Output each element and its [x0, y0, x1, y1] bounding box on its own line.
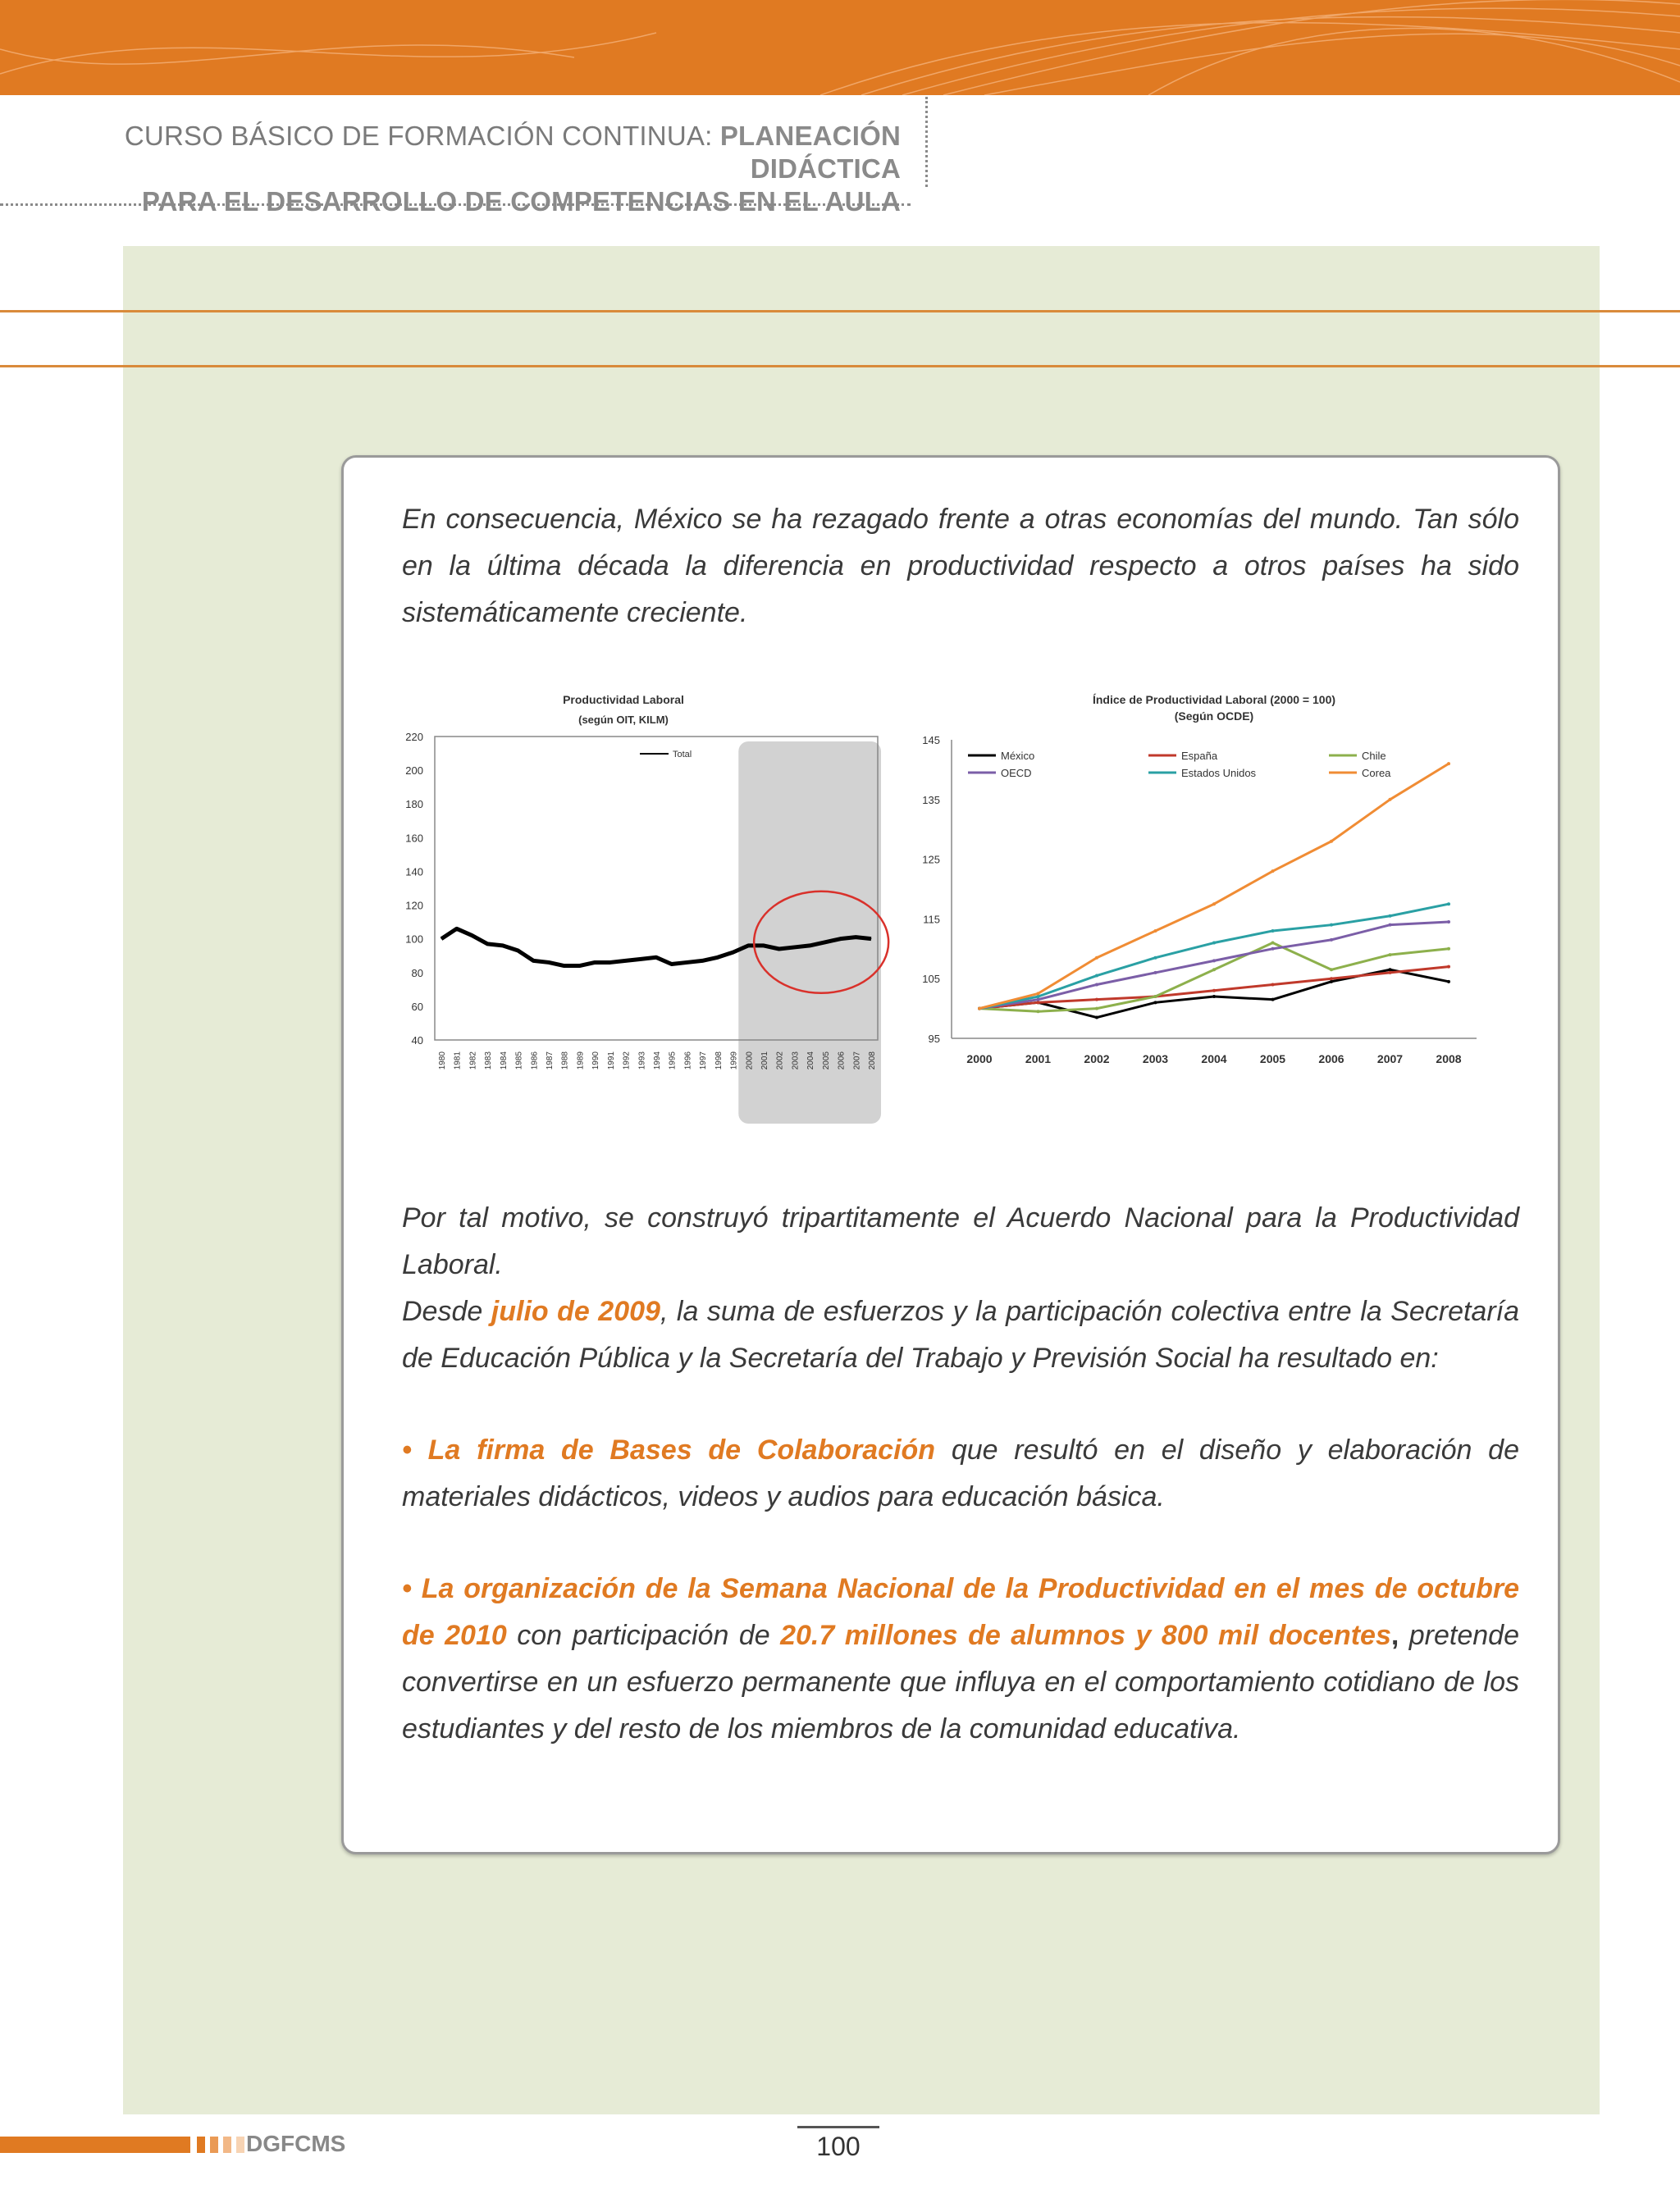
data-point — [1154, 971, 1157, 974]
data-point — [794, 946, 795, 947]
x-tick-label: 1995 — [668, 1051, 678, 1070]
data-point — [671, 964, 672, 965]
data-point — [609, 962, 610, 963]
data-point — [1447, 980, 1450, 983]
y-tick-label: 160 — [405, 832, 423, 845]
y-tick-label: 60 — [411, 1000, 423, 1013]
data-point — [1154, 995, 1157, 998]
data-point — [871, 938, 872, 939]
x-tick-label: 2008 — [868, 1051, 877, 1070]
bullet1-text: que resultó en el diseño y elaboración de materiales didácticos, videos y audios para educación básica. — [402, 1434, 1519, 1512]
data-point — [487, 943, 488, 944]
page-number: 100 — [797, 2126, 879, 2162]
x-tick-label: 2005 — [821, 1051, 831, 1070]
legend-label-total: Total — [673, 750, 692, 759]
data-point — [717, 957, 718, 958]
x-tick-label: 1997 — [699, 1051, 709, 1070]
header-line1-bold: PLANEACIÓN DIDÁCTICA — [719, 121, 901, 184]
data-point — [1389, 914, 1392, 918]
data-point — [579, 965, 580, 966]
bullet-bases — [402, 1427, 1519, 1521]
data-point — [764, 945, 765, 946]
y-tick-label: 125 — [922, 853, 940, 866]
orange-rule-bottom — [0, 365, 1680, 367]
chart1-title: Productividad Laboral — [563, 693, 684, 706]
data-point — [1447, 902, 1450, 905]
data-point — [1271, 947, 1275, 951]
x-tick-label: 2007 — [852, 1051, 862, 1070]
x-tick-label: 2001 — [760, 1051, 769, 1070]
x-tick-label: 1989 — [576, 1051, 586, 1070]
data-point — [1095, 1016, 1098, 1019]
data-point — [1095, 998, 1098, 1001]
x-tick-label: 2004 — [1201, 1052, 1227, 1065]
x-tick-label: 2003 — [791, 1051, 801, 1070]
x-tick-label: 1993 — [637, 1051, 647, 1070]
x-tick-label: 1994 — [653, 1051, 662, 1070]
series-line-estados-unidos — [979, 904, 1449, 1008]
data-point — [1330, 977, 1333, 980]
data-point — [1330, 980, 1333, 983]
data-point — [1037, 998, 1040, 1001]
p3-highlight: julio de 2009 — [491, 1296, 660, 1327]
header-line2-bold: PARA EL DESARROLLO DE COMPETENCIAS EN EL AULA — [141, 186, 901, 217]
data-point — [1389, 798, 1392, 801]
x-tick-label: 1990 — [591, 1051, 601, 1070]
bullet2-comma: , — [1390, 1620, 1399, 1651]
bullet-semana — [402, 1566, 1519, 1753]
data-point — [1154, 956, 1157, 960]
data-point — [748, 945, 749, 946]
data-point — [1330, 840, 1333, 843]
x-tick-label: 1980 — [438, 1051, 447, 1070]
data-point — [1095, 956, 1098, 960]
legend-label: Chile — [1362, 750, 1386, 762]
indice-productividad-chart — [894, 689, 1501, 1074]
y-tick-label: 100 — [405, 933, 423, 946]
data-point — [1271, 942, 1275, 945]
y-tick-label: 105 — [922, 973, 940, 986]
legend-label: España — [1181, 750, 1218, 762]
bullet2-highlight-2: 20.7 millones de alumnos y 800 mil docentes — [780, 1620, 1391, 1651]
data-point — [502, 945, 503, 946]
paragraph-desde — [402, 1288, 1519, 1382]
header-band — [0, 0, 1680, 95]
footer-bar-main — [0, 2137, 190, 2153]
header-line1-plain: CURSO BÁSICO DE FORMACIÓN CONTINUA: — [124, 121, 720, 151]
p3-end: , la suma de esfuerzos y la participación colectiva entre la Secretaría de Educación Pública y la Secretaría del Trabajo y Previsión Social ha resultado en: — [402, 1296, 1520, 1374]
data-point — [1154, 1001, 1157, 1004]
footer-bar-1 — [197, 2137, 205, 2153]
bullet2-end: pretende convertirse en un esfuerzo permanente que influya en el comportamiento cotidiano de los estudiantes y del resto de los miembros de la comunidad educativa. — [402, 1620, 1519, 1745]
x-tick-label: 2007 — [1376, 1052, 1404, 1065]
data-point — [1271, 983, 1275, 986]
data-point — [1212, 902, 1216, 905]
data-point — [1212, 959, 1216, 962]
data-point — [1447, 762, 1450, 765]
y-tick-label: 135 — [922, 793, 940, 806]
bullet1-highlight: • La firma de Bases de Colaboración — [402, 1434, 936, 1466]
y-tick-label: 95 — [928, 1033, 940, 1045]
footer-bar-3 — [223, 2137, 231, 2153]
data-point — [1271, 998, 1275, 1001]
data-point — [1037, 995, 1040, 998]
data-point — [1095, 1007, 1098, 1010]
data-point — [1447, 965, 1450, 969]
x-tick-label: 2008 — [1436, 1052, 1462, 1065]
data-point — [1389, 971, 1392, 974]
x-tick-label: 1991 — [606, 1051, 616, 1070]
chart2-title: Índice de Productividad Laboral (2000 = 100) — [1092, 693, 1336, 706]
legend-label: Estados Unidos — [1181, 767, 1257, 779]
data-point — [1212, 989, 1216, 992]
data-point — [1330, 938, 1333, 942]
data-point — [1037, 1010, 1040, 1013]
data-point — [1212, 995, 1216, 998]
legend-label: Corea — [1362, 767, 1391, 779]
x-tick-label: 2002 — [1084, 1052, 1110, 1065]
header-divider-vertical — [925, 97, 928, 187]
data-point — [1037, 1001, 1040, 1004]
data-point — [1389, 968, 1392, 971]
x-tick-label: 2000 — [966, 1052, 993, 1065]
y-tick-label: 220 — [405, 731, 423, 743]
x-tick-label: 1981 — [453, 1051, 463, 1070]
data-point — [441, 938, 442, 939]
data-point — [1095, 974, 1098, 978]
x-tick-label: 2005 — [1259, 1052, 1286, 1065]
legend-label: México — [1001, 750, 1035, 762]
data-point — [978, 1007, 981, 1010]
x-tick-label: 1996 — [683, 1051, 693, 1070]
bullet2-highlight: • La organización de la Semana Nacional de la Productividad en el mes de octubre de 2010 — [402, 1573, 1519, 1651]
data-point — [1447, 947, 1450, 951]
x-tick-label: 2000 — [745, 1051, 755, 1070]
y-tick-label: 80 — [411, 966, 423, 979]
data-point — [1330, 924, 1333, 927]
decorative-curves — [0, 0, 1680, 95]
legend-label: OECD — [1001, 767, 1032, 779]
data-point — [656, 957, 657, 958]
paragraph-intro: En consecuencia, México se ha rezagado frente a otras economías del mundo. Tan sólo en la última década la diferencia en productividad respecto a otros países ha sido sistemáticamente creciente. — [402, 504, 1519, 628]
x-tick-label: 1983 — [484, 1051, 494, 1070]
x-tick-label: 2004 — [806, 1051, 816, 1070]
chart2-subtitle: (Según OCDE) — [1174, 709, 1254, 723]
y-tick-label: 180 — [405, 798, 423, 811]
y-tick-label: 115 — [923, 913, 940, 926]
header-divider — [0, 203, 911, 206]
x-tick-label: 1986 — [530, 1051, 540, 1070]
data-point — [1212, 942, 1216, 945]
x-tick-label: 1992 — [622, 1051, 632, 1070]
y-tick-label: 145 — [922, 734, 940, 746]
y-tick-label: 120 — [405, 899, 423, 912]
footer-org: DGFCMS — [246, 2131, 346, 2156]
footer-bar-4 — [236, 2137, 244, 2153]
data-point — [1447, 920, 1450, 924]
data-point — [1154, 929, 1157, 933]
x-tick-label: 1998 — [714, 1051, 724, 1070]
data-point — [1271, 869, 1275, 873]
x-tick-label: 1985 — [514, 1051, 524, 1070]
y-tick-label: 140 — [405, 865, 423, 878]
chart1-subtitle: (según OIT, KILM) — [578, 714, 669, 726]
x-tick-label: 1984 — [499, 1051, 509, 1070]
x-tick-label: 2006 — [837, 1051, 847, 1070]
orange-rule-top — [0, 310, 1680, 312]
data-point — [1389, 924, 1392, 927]
data-point — [625, 960, 626, 961]
y-tick-label: 200 — [405, 764, 423, 778]
data-point — [533, 960, 534, 961]
data-point — [1037, 992, 1040, 995]
data-point — [456, 928, 457, 929]
x-tick-label: 2006 — [1318, 1052, 1344, 1065]
bullet2-mid: con participación de — [506, 1620, 781, 1651]
data-point — [1330, 968, 1333, 971]
data-point — [840, 938, 841, 939]
x-tick-label: 2001 — [1025, 1052, 1052, 1065]
data-point — [595, 962, 596, 963]
x-tick-label: 2002 — [775, 1051, 785, 1070]
x-tick-label: 2003 — [1142, 1052, 1169, 1065]
x-tick-label: 1982 — [468, 1051, 478, 1070]
y-tick-label: 40 — [411, 1034, 423, 1047]
data-point — [1095, 983, 1098, 986]
productividad-laboral-chart — [386, 689, 886, 1115]
data-point — [1389, 953, 1392, 956]
p3-start: Desde — [402, 1296, 491, 1327]
data-point — [778, 949, 779, 950]
x-tick-label: 1988 — [560, 1051, 570, 1070]
data-point — [1212, 968, 1216, 971]
data-point — [1271, 929, 1275, 933]
paragraph-acuerdo: Por tal motivo, se construyó tripartitamente el Acuerdo Nacional para la Productividad Laboral. — [402, 1202, 1519, 1280]
footer-bar-2 — [210, 2137, 218, 2153]
data-point — [702, 960, 703, 961]
data-point — [549, 962, 550, 963]
x-tick-label: 1999 — [729, 1051, 739, 1070]
x-tick-label: 1987 — [546, 1051, 555, 1070]
